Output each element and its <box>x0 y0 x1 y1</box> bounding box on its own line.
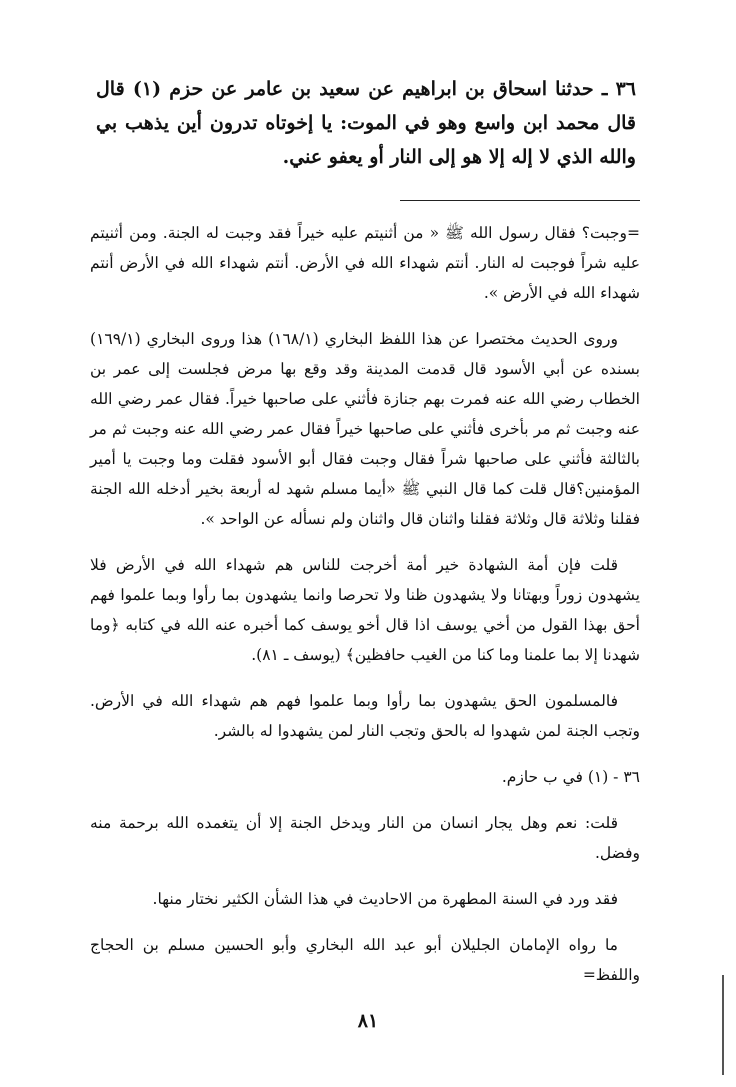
footnote-paragraph-6: فقد ورد في السنة المطهرة من الاحاديث في هذا الشأن الكثير نختار منها. <box>152 890 618 908</box>
footnote-paragraph-2: وروى الحديث مختصرا عن هذا اللفظ البخاري (١٦٨/١) هذا وروى البخاري (١٦٩/١) بسنده عن أبي الأسود قال قدمت المدينة وقد وقع بها مرض فجلست إلى عمر بن الخطاب رضي الله عنه فمرت بهم جنازة فأثني على صاحبها خيراً. فقال عمر رضي الله عنه وجبت ثم مر بأخرى فأثني على صاحبها خيراً فقال عمر رضي الله عنه وجبت ثم مر بالثالثة فأثني على صاحبها شراً فقال وجبت فقال أبو الأسود فقلت وما وجبت يا أمير المؤمنين؟قال قلت كما قال النبي ﷺ «أيما مسلم شهد له أربعة بخير أدخله الله الجنة فقلنا وثلاثة قال وثلاثة فقلنا واثنان قال واثنان ولم نسأله عن الواحد ». <box>90 330 640 528</box>
footnote-divider <box>400 200 640 201</box>
main-text-narration-36: ٣٦ ـ حدثنا اسحاق بن ابراهيم عن سعيد بن عامر عن حزم (١) قال قال محمد ابن واسع وهو في الموت: يا إخوتاه تدرون أين يذهب بي والله الذي لا إله إلا هو إلى النار أو يعفو عني. <box>96 78 637 168</box>
footnote-paragraph-5: قلت: نعم وهل يجار انسان من النار ويدخل الجنة إلا أن يتغمده الله برحمة منه وفضل. <box>90 814 640 862</box>
footnote-36-1: ٣٦ - (١) في ب حازم. <box>501 768 640 786</box>
footnote-paragraph-1: =وجبت؟ فقال رسول الله ﷺ « من أثنيتم عليه خيراً فقد وجبت له الجنة. ومن أثنيتم عليه شراً فوجبت له النار. أنتم شهداء الله في الأرض. أنتم شهداء الله في الأرض أنتم شهداء الله في الأرض ». <box>90 224 641 302</box>
footnote-paragraph-4: فالمسلمون الحق يشهدون بما رأوا وبما علموا فهم هم شهداء الله في الأرض. وتجب الجنة لمن شهدوا له بالحق وتجب النار لمن يشهدوا له بالشر. <box>90 692 640 740</box>
page-number: ٨١ <box>357 1010 379 1032</box>
footnote-paragraph-7: ما رواه الإمامان الجليلان أبو عبد الله البخاري وأبو الحسين مسلم بن الحجاج واللفظ= <box>90 936 640 984</box>
footnotes <box>90 218 640 1006</box>
page-edge-mark <box>722 975 724 1075</box>
footnote-paragraph-3: قلت فإن أمة الشهادة خير أمة أخرجت للناس هم شهداء الله في الأرض فلا يشهدون زوراً وبهتانا ولا يشهدون ظنا ولا تحرصا وانما يشهدون بما رأوا وبما علموا فهم أحق بهذا القول من أخي يوسف اذا قال أخو يوسف كما أخبره عنه الله في كتابه ﴿وما شهدنا إلا بما علمنا وما كنا من الغيب حافظين﴾ (يوسف ـ ٨١). <box>90 556 640 664</box>
